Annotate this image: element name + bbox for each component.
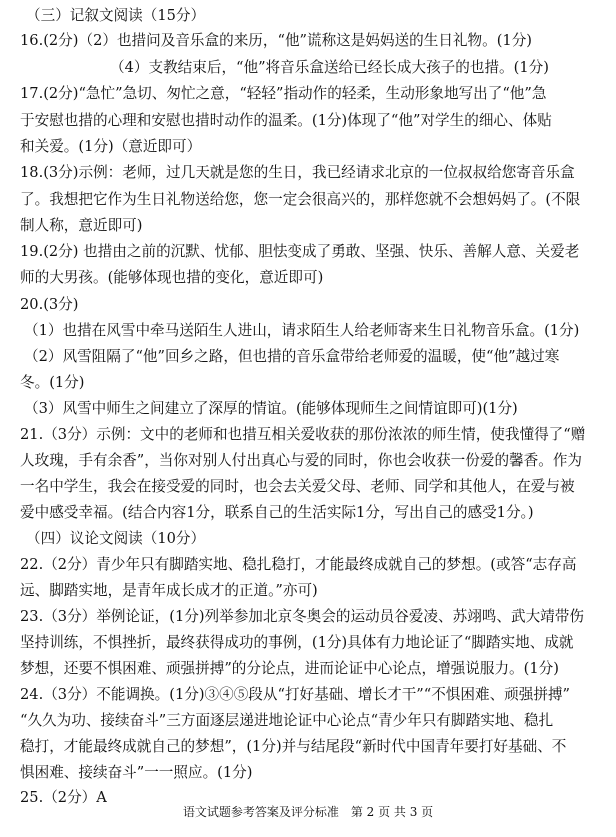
answer-20-item-2-line-2: 冬。(1分) xyxy=(20,374,85,391)
answer-16-line-2: （4）支教结束后，“他”将音乐盒送给已经长成大孩子的也措。(1分) xyxy=(110,59,549,76)
answer-17-line-2: 于安慰也措的心理和安慰也措时动作的温柔。(1分)体现了“他”对学生的细心、体贴 xyxy=(20,112,552,129)
answer-25: 25.（2分）A xyxy=(20,789,107,806)
answer-16-line-1: 16.(2分)（2）也措问及音乐盒的来历，“他”谎称这是妈妈送的生日礼物。(1分) xyxy=(20,32,532,49)
answer-24-line-1: 24.（3分）不能调换。(1分)③④⑤段从“打好基础、增长才干”“不惧困难、顽强拼搏” xyxy=(20,686,571,703)
answer-18-line-2: 了。我想把它作为生日礼物送给您，您一定会很高兴的，那样您就不会想妈妈了。(不限 xyxy=(20,191,581,208)
answer-20-heading: 20.(3分) xyxy=(20,296,79,313)
answer-24-line-3: 稳打，才能最终成就自己的梦想”，(1分)并与结尾段“新时代中国青年要打好基础、不 xyxy=(20,738,567,755)
answer-23-line-3: 梦想，还要不惧困难、顽强拼搏”的分论点，进而论证中心论点，增强说服力。(1分) xyxy=(20,660,559,677)
answer-17-line-3: 和关爱。(1分)（意近即可） xyxy=(20,138,202,155)
answer-19-line-1: 19.(2分) 也措由之前的沉默、忧郁、胆怯变成了勇敢、坚强、快乐、善解人意、关爱老 xyxy=(20,243,580,260)
section-heading-argumentative: （四）议论文阅读（10分） xyxy=(26,530,206,547)
answer-18-line-3: 制人称，意近即可) xyxy=(20,217,143,234)
answer-17-line-1: 17.(2分)“急忙”急切、匆忙之意，“轻轻”指动作的轻柔，生动形象地写出了“他”急 xyxy=(20,85,547,102)
answer-21-line-4: 爱中感受幸福。(结合内容1分，联系自己的生活实际1分，写出自己的感受1分。) xyxy=(20,504,534,521)
answer-20-item-3: （3）风雪中师生之间建立了深厚的情谊。(能够体现师生之间情谊即可)(1分) xyxy=(24,400,518,417)
answer-20-item-1: （1）也措在风雪中牵马送陌生人进山，请求陌生人给老师寄来生日礼物音乐盒。(1分) xyxy=(24,322,580,339)
answer-24-line-4: 惧困难、接续奋斗”一一照应。(1分) xyxy=(20,764,253,781)
answer-22-line-1: 22.（2分）青少年只有脚踏实地、稳扎稳打，才能最终成就自己的梦想。(或答“志存高 xyxy=(20,556,577,573)
answer-19-line-2: 师的大男孩。(能够体现也措的变化，意近即可) xyxy=(20,269,324,286)
answer-18-line-1: 18.(3分)示例：老师，过几天就是您的生日，我已经请求北京的一位叔叔给您寄音乐盒 xyxy=(20,164,575,181)
answer-21-line-1: 21.（3分）示例：文中的老师和也措互相关爱收获的那份浓浓的师生情，使我懂得了“赠 xyxy=(20,426,586,443)
answer-21-line-2: 人玫瑰，手有余香”，当你对别人付出真心与爱的同时，你也会收获一份爱的馨香。作为 xyxy=(20,452,583,469)
answer-23-line-2: 坚持训练，不惧挫折，最终获得成功的事例，(1分)具体有力地论证了“脚踏实地、成就 xyxy=(20,634,574,651)
answer-21-line-3: 一名中学生，我会在接受爱的同时，也会去关爱父母、老师、同学和其他人，在爱与被 xyxy=(20,478,575,495)
section-heading-narrative: （三）记叙文阅读（15分） xyxy=(26,7,206,24)
answer-24-line-2: “久久为功、接续奋斗”三方面逐层递进地论证中心论点“青少年只有脚踏实地、稳扎 xyxy=(20,712,554,729)
answer-20-item-2-line-1: （2）风雪阻隔了“他”回乡之路，但也措的音乐盒带给老师爱的温暖，使“他”越过寒 xyxy=(24,348,560,365)
answer-22-line-2: 远、脚踏实地，是青年成长成才的正道。”亦可) xyxy=(20,582,318,599)
page-footer: 语文试题参考答案及评分标准 第 2 页 共 3 页 xyxy=(182,805,434,819)
answer-23-line-1: 23.（3分）举例论证，(1分)列举参加北京冬奥会的运动员谷爱凌、苏翊鸣、武大靖带伤 xyxy=(20,608,584,625)
